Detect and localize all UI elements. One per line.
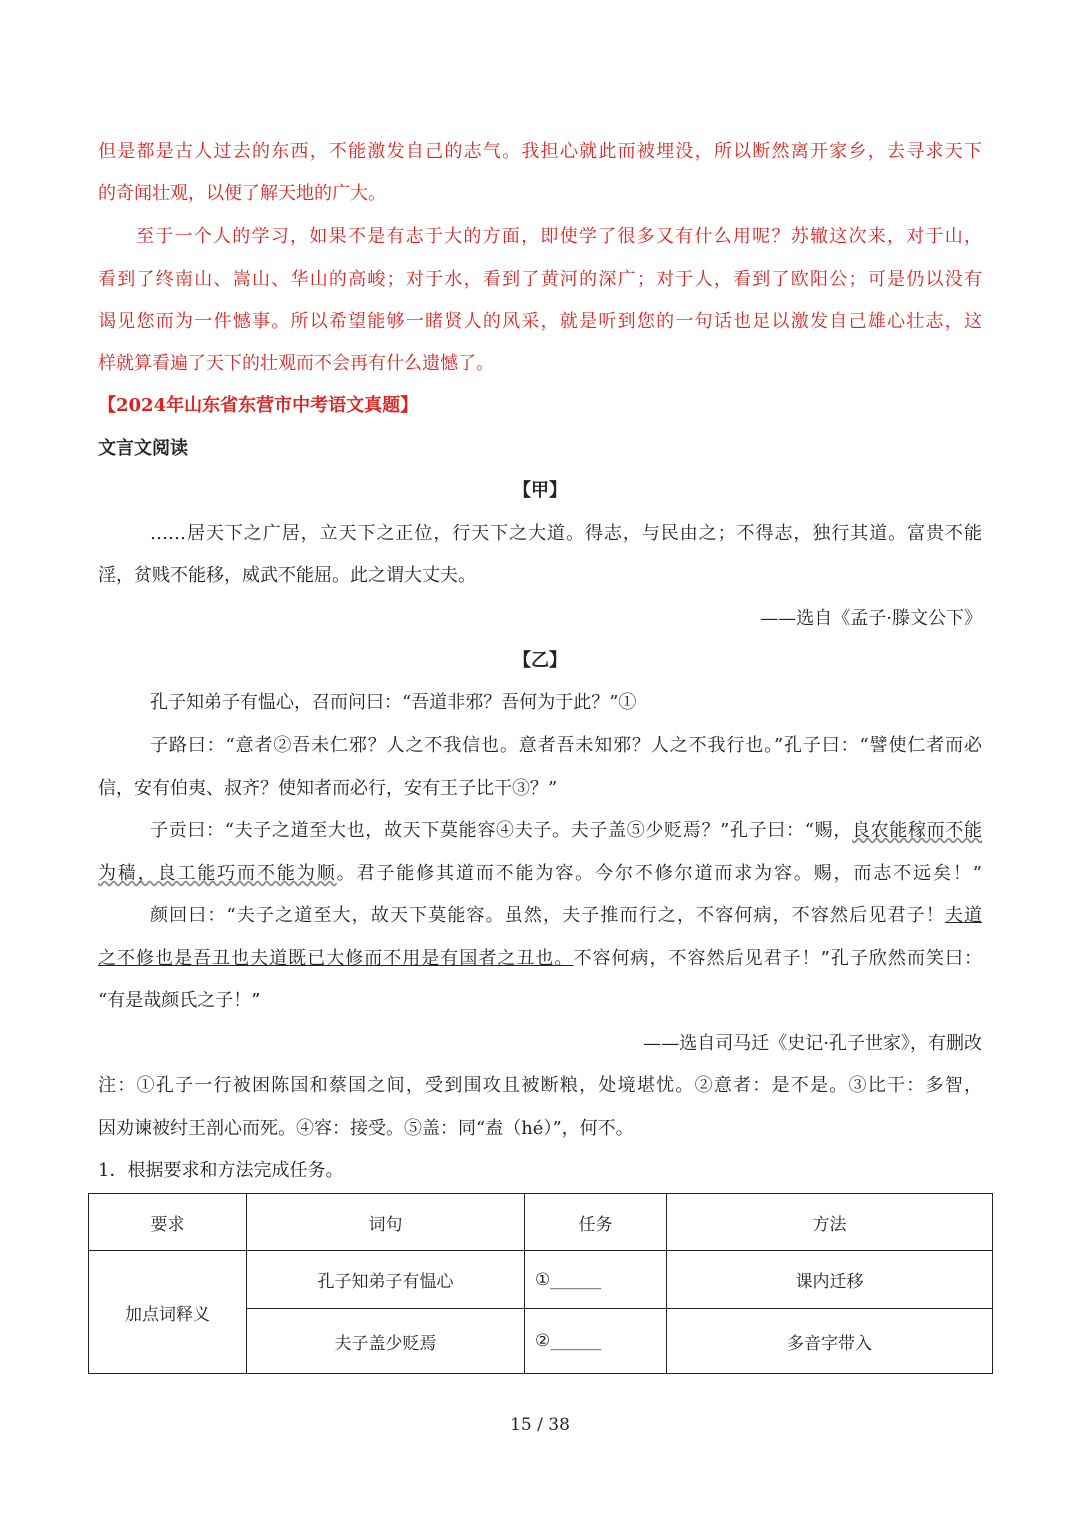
- translation-line: 至于一个人的学习，如果不是有志于大的方面，即使学了很多又有什么用呢？苏辙这次来，对于山，: [136, 226, 982, 247]
- table-row: [89, 1251, 993, 1309]
- method-cell: 课内迁移: [667, 1251, 993, 1309]
- note-line: 注：①孔子一行被困陈国和蔡国之间，受到围攻且被断粮，处境堪忧。②意者：是不是。③比干：多智，: [98, 1075, 982, 1096]
- header-cell: 要求: [89, 1194, 247, 1251]
- underlined-text: 之不修也是吾丑也夫道既已大修而不用是有国者之丑也。: [98, 948, 574, 969]
- passage-line: [98, 946, 982, 972]
- text: 子贡曰：“夫子之道至大也，故天下莫能容④夫子。夫子盖⑤少贬焉？”孔子曰：“赐，: [150, 820, 852, 841]
- passage-line: 子路曰：“意者②吾未仁邪？人之不我信也。意者吾未知邪？人之不我行也。”孔子曰：“譬使仁者而必: [150, 735, 982, 756]
- translation-line: 但是都是古人过去的东西，不能激发自己的志气。我担心就此而被埋没，所以断然离开家乡，去寻求天下: [98, 141, 982, 162]
- translation-line: 看到了终南山、嵩山、华山的高峻；对于水，看到了黄河的深广；对于人，看到了欧阳公；可是仍以没有: [98, 269, 982, 290]
- text: 。君子能修其道而不能为容。今尔不修尔道而求为容。赐，而志不远矣！”: [336, 863, 983, 884]
- passage-line: ……居天下之广居，立天下之正位，行天下之大道。得志，与民由之；不得志，独行其道。富贵不能: [150, 523, 982, 544]
- header-cell: 任务: [525, 1194, 667, 1251]
- passage-source: ——选自《孟子·滕文公下》: [760, 608, 982, 629]
- passage-line: 信，安有伯夷、叔齐？使知者而必行，安有王子比干③？”: [98, 778, 558, 799]
- note-line: 因劝谏被纣王剖心而死。④容：接受。⑤盖：同“盍（hé）”，何不。: [98, 1118, 634, 1139]
- passage-line: 淫，贫贱不能移，威武不能屈。此之谓大丈夫。: [98, 565, 476, 586]
- section-title: 文言文阅读: [98, 438, 188, 459]
- table-header-row: [89, 1194, 993, 1251]
- header-cell: 方法: [667, 1194, 993, 1251]
- task-cell: ②______: [525, 1309, 667, 1374]
- phrase-cell: 夫子盖少贬焉: [247, 1309, 525, 1374]
- text: 不容何病，不容然后见君子！”孔子欣然而笑曰：: [573, 948, 983, 969]
- passage-line: 孔子知弟子有愠心，召而问曰：“吾道非邪？吾何为于此？”①: [150, 692, 637, 713]
- question: 1．根据要求和方法完成任务。: [98, 1160, 344, 1181]
- wavy-underlined-text: 良农能稼而不能: [851, 820, 983, 841]
- passage-jia-title: 【甲】: [513, 480, 567, 501]
- passage-line: “有是哉颜氏之子！”: [98, 990, 261, 1011]
- wavy-underlined-text: 为穑，良工能巧而不能为顺: [98, 863, 337, 884]
- passage-source: ——选自司马迁《史记·孔子世家》，有删改: [643, 1033, 982, 1054]
- phrase-cell: 孔子知弟子有愠心: [247, 1251, 525, 1309]
- translation-line: 样就算看遍了天下的壮观而不会再有什么遗憾了。: [98, 353, 494, 374]
- passage-yi-title: 【乙】: [513, 650, 567, 671]
- underlined-text: 夫道: [944, 905, 982, 926]
- page-number: 15 / 38: [510, 1415, 570, 1435]
- header-cell: 词句: [247, 1194, 525, 1251]
- passage-line: [150, 818, 982, 844]
- task-cell: ①______: [525, 1251, 667, 1309]
- translation-line: 的奇闻壮观，以便了解天地的广大。: [98, 183, 386, 204]
- requirement-cell: 加点词释义: [89, 1251, 247, 1374]
- translation-line: 谒见您而为一件憾事。所以希望能够一睹贤人的风采，就是听到您的一句话也足以激发自己雄心壮志，这: [98, 311, 982, 332]
- text: 颜回曰：“夫子之道至大，故天下莫能容。虽然，夫子推而行之，不容何病，不容然后见君子！: [150, 905, 945, 926]
- method-cell: 多音字带入: [667, 1309, 993, 1374]
- task-table: [88, 1193, 993, 1374]
- passage-line: [150, 903, 982, 929]
- exam-title: 【2024年山东省东营市中考语文真题】: [98, 395, 419, 416]
- passage-line: [98, 861, 982, 887]
